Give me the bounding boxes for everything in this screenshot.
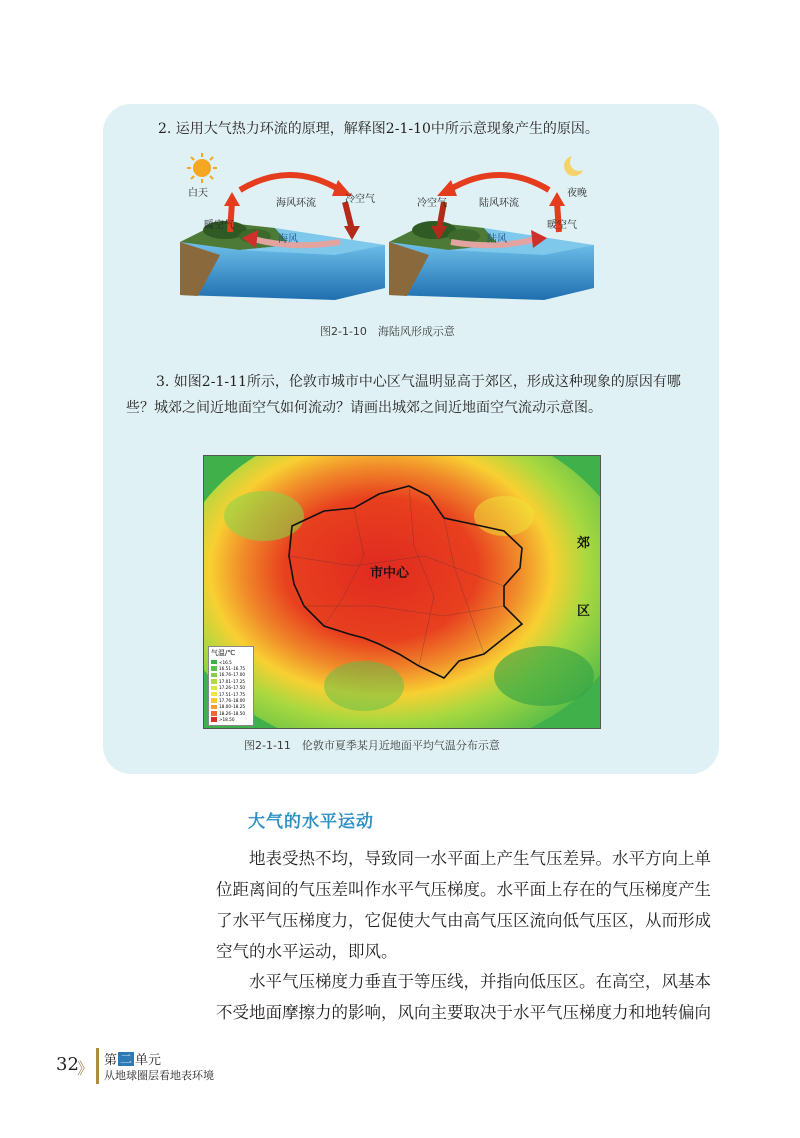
legend-label: 17.01–17.25 — [219, 678, 246, 684]
legend-swatch — [211, 692, 217, 697]
london-temperature-map — [203, 455, 601, 729]
footer-divider — [96, 1048, 99, 1084]
unit-prefix: 第 — [104, 1053, 118, 1068]
land-breeze-circulation-label: 陆风环流 — [479, 198, 519, 209]
sea-breeze-diagram — [180, 150, 390, 310]
sea-wind-label: 海风 — [278, 234, 298, 245]
legend-label: >18.50 — [219, 717, 235, 723]
legend-label: 17.76–18.00 — [219, 698, 246, 704]
temperature-legend — [208, 646, 254, 726]
legend-swatch — [211, 705, 217, 710]
suburb-label-1: 郊 — [577, 536, 591, 551]
chevron-icon: 》 — [77, 1059, 94, 1078]
legend-label: 17.51–17.75 — [219, 691, 246, 697]
question-3: 3. 如图2-1-11所示，伦敦市城市中心区气温明显高于郊区，形成这种现象的原因有哪些？城郊之间近地面空气如何流动？请画出城郊之间近地面空气流动示意图。 — [126, 374, 681, 416]
city-center-label: 市中心 — [370, 566, 410, 581]
legend-swatch — [211, 711, 217, 716]
footer-unit-subtitle: 从地球圈层看地表环境 — [104, 1069, 214, 1082]
legend-swatch — [211, 717, 217, 722]
cold-air-label: 冷空气 — [417, 198, 447, 209]
warm-air-label: 暖空气 — [204, 220, 234, 231]
question-2: 2. 运用大气热力环流的原理，解释图2-1-10中所示意现象产生的原因。 — [158, 121, 599, 137]
day-label: 白天 — [188, 188, 208, 199]
night-label: 夜晚 — [567, 188, 587, 199]
legend-swatch — [211, 666, 217, 671]
unit-suffix: 单元 — [135, 1053, 162, 1068]
sun-icon — [187, 153, 217, 183]
warm-air-label: 暖空气 — [547, 220, 577, 231]
legend-label: 16.51–16.75 — [219, 666, 246, 672]
footer-unit-title — [104, 1049, 161, 1068]
legend-swatch — [211, 673, 217, 678]
land-breeze-diagram — [389, 150, 599, 310]
land-wind-label: 陆风 — [487, 234, 507, 245]
legend-label: 17.26–17.50 — [219, 685, 246, 691]
figure-2-1-10-caption: 图2-1-10 海陆风形成示意 — [320, 325, 455, 338]
legend-swatch — [211, 679, 217, 684]
legend-label: 18.26–18.50 — [219, 710, 246, 716]
legend-swatch — [211, 660, 217, 665]
legend-label: 16.76–17.00 — [219, 672, 246, 678]
cold-air-label: 冷空气 — [345, 194, 375, 205]
legend-row — [209, 717, 253, 723]
legend-swatch — [211, 686, 217, 691]
page-number: 32 — [56, 1054, 79, 1075]
body-paragraph-1: 地表受热不均，导致同一水平面上产生气压差异。水平方向上单位距离间的气压差叫作水平气压梯度。水平面上存在的气压梯度产生了水平气压梯度力，它促使大气由高气压区流向低气压区，从而形成空气的水平运动，即风。 — [216, 849, 711, 961]
legend-label: <16.5 — [219, 659, 232, 665]
moon-icon — [564, 153, 588, 176]
legend-swatch — [211, 698, 217, 703]
suburb-label-2: 区 — [577, 604, 591, 619]
legend-label: 18.00–18.25 — [219, 704, 246, 710]
sea-breeze-circulation-label: 海风环流 — [276, 198, 316, 209]
section-heading: 大气的水平运动 — [248, 812, 374, 832]
body-paragraph-2: 水平气压梯度力垂直于等压线，并指向低压区。在高空，风基本不受地面摩擦力的影响，风向主要取决于水平气压梯度力和地转偏向 — [216, 972, 711, 1022]
figure-2-1-11-caption: 图2-1-11 伦敦市夏季某月近地面平均气温分布示意 — [244, 739, 500, 752]
unit-number-badge: 二 — [120, 1051, 133, 1066]
legend-title: 气温/℃ — [211, 649, 236, 657]
